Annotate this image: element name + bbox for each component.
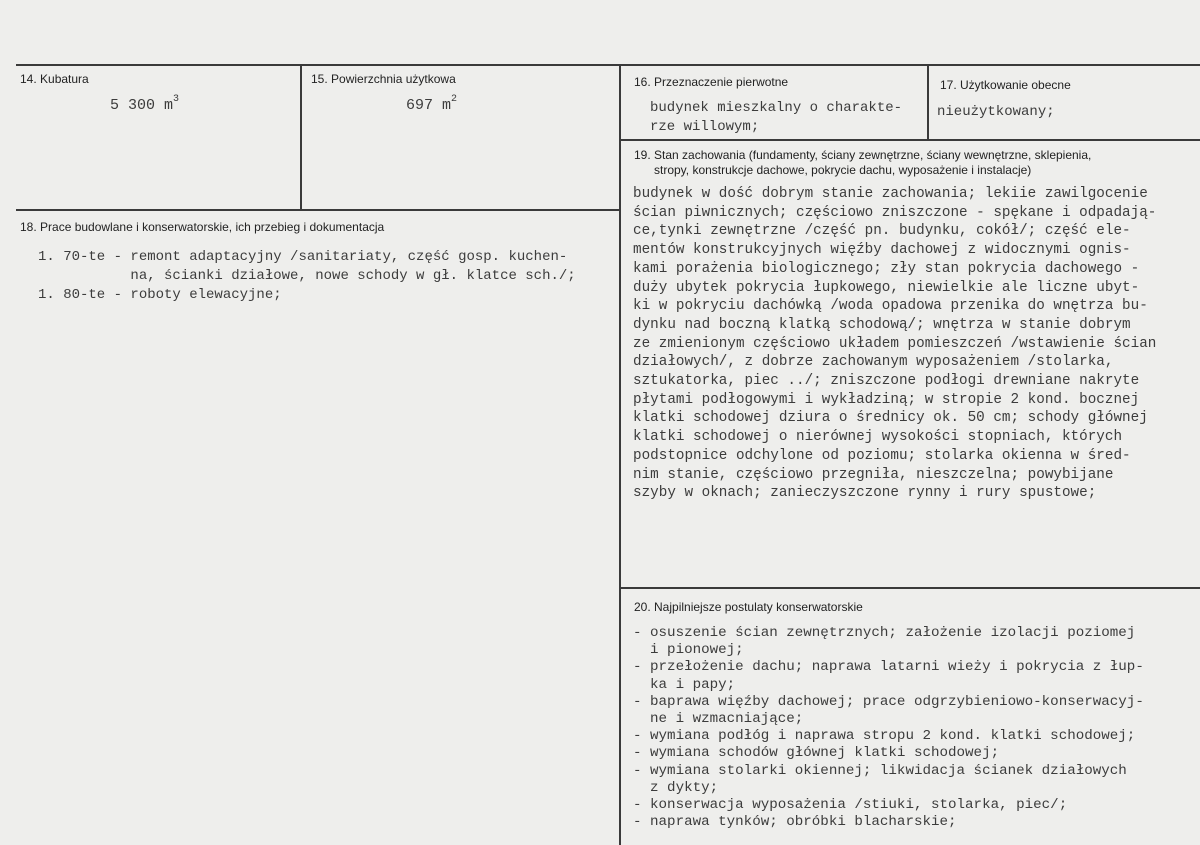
field-17-text: nieużytkowany; — [937, 104, 1055, 120]
field-17-label: 17. Użytkowanie obecne — [940, 78, 1071, 92]
divider-16-17 — [927, 64, 929, 140]
field-15-label: 15. Powierzchnia użytkowa — [311, 72, 456, 86]
field-18-label: 18. Prace budowlane i konserwatorskie, ich przebieg i dokumentacja — [20, 220, 385, 234]
rule-under-14-15 — [16, 209, 620, 211]
field-16-text: budynek mieszkalny o charakte- rze willowym; — [650, 100, 903, 135]
top-rule — [16, 64, 1200, 66]
field-14-number: 5 300 m — [110, 97, 174, 114]
field-14-unit-exponent: 3 — [173, 94, 180, 105]
rule-above-20 — [620, 587, 1200, 589]
field-19-text: budynek w dość dobrym stanie zachowania; lekiie zawilgocenie ścian piwnicznych; częściowo zniszczone - spękane i odpadają- ce,tynki zewnętrzne /część pn. budynku, cokół/; część ele- mentów konstrukcyjnych więźby dachowej z widocznymi ognis- kami porażenia biologicznego; zły stan pokrycia dachowego - duży ubytek pokrycia łupkowego, niewielkie ale liczne ubyt- ki w pokryciu dachówką /woda opadowa przenika do wnętrza bu- dynku nad boczną klatką schodową/; wnętrza w stanie dobrym ze zmienionym częściowo układem pomieszczeń /wstawienie ścian działowych/, z dobrze zachowanym wyposażeniem /stolarka, sztukatorka, piec ../; zniszczone podłogi drewniane nakryte płytami podłogowymi i wykładziną; w stropie 2 kond. bocznej klatki schodowej dziura o średnicy ok. 50 cm; schody głównej klatki schodowej o nierównej wysokości stopniach, których podstopnice odchylone od poziomu; stolarka okienna w śred- nim stanie, częściowo przegniła, nieszczelna; powybijane szyby w oknach; zanieczyszczone rynny i rury spustowe; — [633, 186, 1157, 502]
field-19-label-line-2: stropy, konstrukcje dachowe, pokrycie dachu, wyposażenie i instalacje) — [654, 163, 1032, 177]
field-15-value — [406, 96, 457, 115]
field-18-text: 1. 70-te - remont adaptacyjny /sanitariaty, część gosp. kuchen- na, ścianki działowe, nowe schody w gł. klatce sch./; 1. 80-te - roboty elewacyjne; — [38, 249, 576, 303]
field-14-value — [110, 96, 179, 115]
field-19-label-line-1: 19. Stan zachowania (fundamenty, ściany zewnętrzne, ściany wewnętrzne, sklepienia, — [634, 148, 1092, 162]
divider-left-right — [619, 64, 621, 845]
field-20-text: - osuszenie ścian zewnętrznych; założenie izolacji poziomej i pionowej; - przełożenie dachu; naprawa latarni wieży i pokrycia z łup- ka i papy; - baprawa więźby dachowej; prace odgrzybieniowo-konserwacyj- ne i wzmacniające; - wymiana podłóg i naprawa stropu 2 kond. klatki schodowej; - wymiana schodów głównej klatki schodowej; - wymiana stolarki okiennej; likwidacja ścianek działowych z dykty; - konserwacja wyposażenia /stiuki, stolarka, piec/; - naprawa tynków; obróbki blacharskie; — [633, 625, 1144, 831]
rule-under-16-17 — [620, 139, 1200, 141]
field-15-unit-exponent: 2 — [451, 94, 458, 105]
field-15-number: 697 m — [406, 97, 452, 114]
divider-14-15 — [300, 64, 302, 210]
field-20-label: 20. Najpilniejsze postulaty konserwatorskie — [634, 600, 863, 614]
field-14-label: 14. Kubatura — [20, 72, 89, 86]
field-16-label: 16. Przeznaczenie pierwotne — [634, 75, 789, 89]
